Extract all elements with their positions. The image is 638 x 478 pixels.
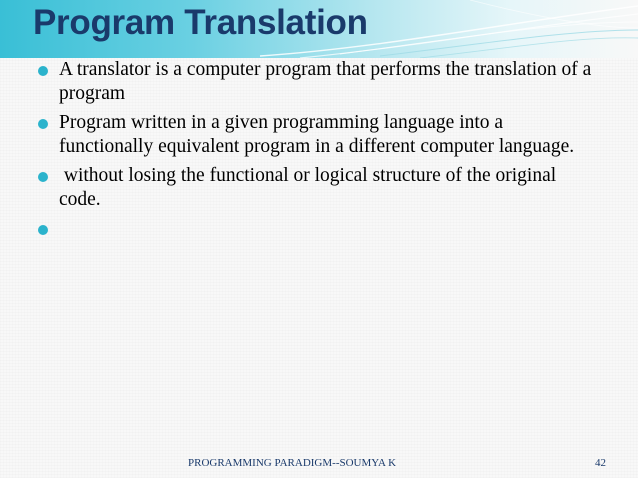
bullet-item [36,217,596,241]
bullet-item [36,164,596,212]
bullet-list [36,58,596,246]
bullet-text: without losing the functional or logical structure of the original code. [59,165,562,210]
bullet-dot-icon [38,66,48,76]
bullet-dot-icon [38,225,48,235]
bullet-text: A translator is a computer program that performs the translation of a program [59,59,592,104]
bullet-item [36,58,596,106]
bullet-dot-icon [38,119,48,129]
bullet-item [36,111,596,159]
slide-title: Program Translation [33,3,368,42]
bullet-text: Program written in a given programming language into a functionally equivalent program in a different computer language. [59,112,575,157]
footer-text: PROGRAMMING PARADIGM--SOUMYA K [188,457,397,469]
page-number: 42 [595,457,606,469]
bullet-dot-icon [38,172,48,182]
